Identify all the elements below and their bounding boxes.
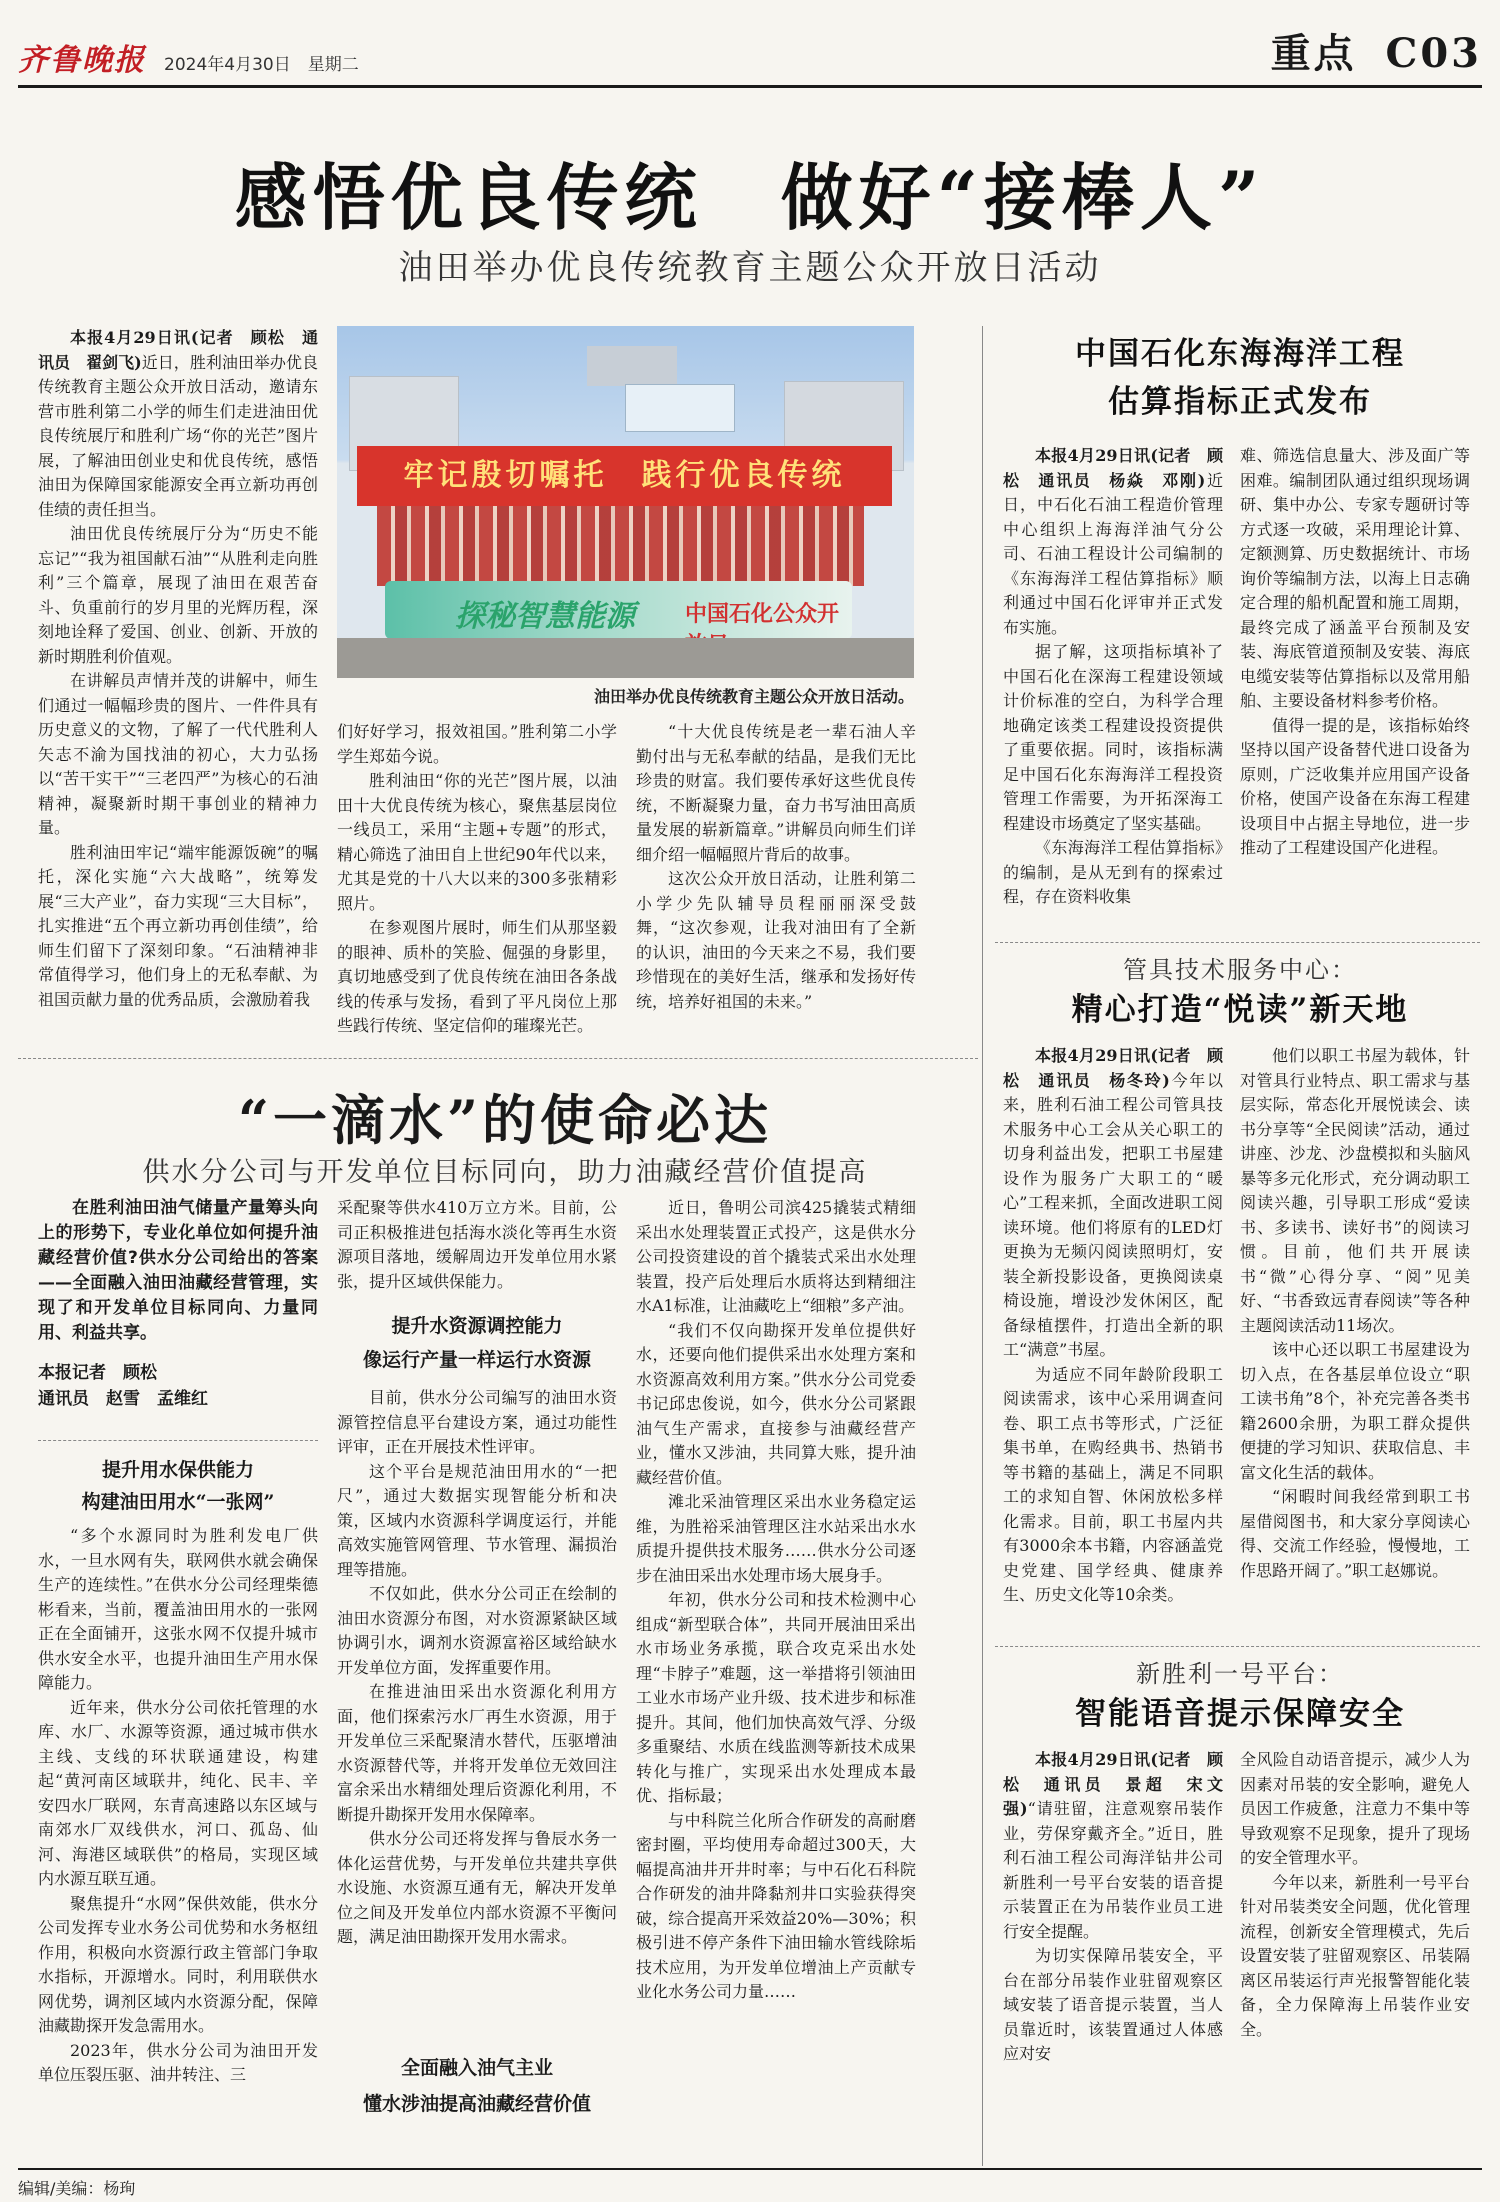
second-paragraph: 在推进油田采出水资源化利用方面，他们探索污水厂再生水资源，用于开发单位三采配聚清水替代，压驱增油水资源替代等，并将开发单位无效回注富余采出水精细处理后资源化利用，不断提升勘探开发用水保障率。 — [337, 1682, 617, 1824]
lead-paragraph: 在参观图片展时，师生们从那坚毅的眼神、质朴的笑脸、倔强的身影里，真切地感受到了优良传统在油田各条战线的传承与发扬，看到了平凡岗位上那些践行传统、坚定信仰的璀璨光芒。 — [337, 918, 617, 1035]
newspaper-logo: 齐鲁晚报 — [18, 43, 146, 78]
right2-prehead: 管具技术服务中心： — [1123, 956, 1357, 984]
lead-photo-block — [337, 326, 914, 710]
second-intro: 在胜利油田油气储量产量筹头向上的形势下，专业化单位如何提升油藏经营价值?供水分公司给出的答案——全面融入油田油藏经营管理，实现了和开发单位目标同向、力量同用、利益共享。 — [38, 1198, 318, 1343]
second-headline: “一滴水”的使命必达 — [237, 1088, 773, 1152]
right1-paragraph: 《东海海洋工程估算指标》的编制，是从无到有的探索过程，存在资料收集 — [1003, 838, 1223, 906]
second-subtitle-3b: 懂水涉油提高油藏经营价值 — [362, 2093, 591, 2115]
right1-headline-1: 中国石化东海海洋工程 — [1075, 336, 1405, 372]
right3-paragraph: 本报4月29日讯(记者 顾松 通讯员 景超 宋文强)“请驻留，注意观察吊装作业，劳保穿戴齐全。”近日，胜利石油工程公司海洋钻井公司新胜利一号平台安装的语音提示装置正在为吊装作业员工进行安全提醒。 — [1003, 1750, 1223, 1941]
right3-prehead: 新胜利一号平台： — [1136, 1660, 1344, 1688]
right2-column-1 — [1003, 1044, 1223, 1644]
right1-column-2 — [1240, 444, 1470, 952]
right1-column-1 — [1003, 444, 1223, 952]
page-number: C03 — [1385, 30, 1482, 77]
second-paragraph: 近日，鲁明公司滨425撬装式精细采出水处理装置正式投产，这是供水分公司投资建设的首个撬装式采出水处理装置，投产后处理后水质将达到精细注水A1标准，让油藏吃上“细粮”多产油。 — [636, 1198, 916, 1315]
second-paragraph: 年初，供水分公司和技术检测中心组成“新型联合体”，共同开展油田采出水市场业务承揽，联合攻克采出水处理“卡脖子”难题，这一举措将引领油田工业水市场产业升级、技术进步和标准提升。其间，他们加快高效气浮、分级多重聚结、水质在线监测等新技术成果转化与推广，实现采出水处理成本最优、指标最； — [636, 1590, 916, 1805]
lead-headline: 感悟优良传统 做好“接棒人” — [234, 155, 1266, 240]
second-subtitle-2a: 提升水资源调控能力 — [391, 1315, 563, 1337]
lead-column-1 — [38, 326, 318, 1046]
lead-paragraph: 在讲解员声情并茂的讲解中，师生们通过一幅幅珍贵的图片、一件件具有历史意义的文物，了解了一代代胜利人矢志不渝为国找油的初心，大力弘扬以“苦干实干”“三老四严”为核心的石油精神，凝聚新时期干事创业的精神力量。 — [38, 671, 318, 837]
right1-dateline: 本报4月29日讯(记者 顾松 通讯员 杨焱 邓刚) — [1003, 446, 1223, 490]
photo-green-banner — [385, 581, 852, 639]
right3-dateline: 本报4月29日讯(记者 顾松 通讯员 景超 宋文强) — [1003, 1750, 1223, 1818]
issue-date: 2024年4月30日 星期二 — [164, 55, 359, 75]
section-name: 重点 — [1270, 30, 1357, 77]
section-divider — [995, 942, 1480, 943]
second-paragraph: 与中科院兰化所合作研发的高耐磨密封圈，平均使用寿命超过300天，大幅提高油井开井时率；与中石化石科院合作研发的油井降黏剂井口实验获得突破，综合提高开采效益20%—30%；积极引进不停产条件下油田输水管线除垢技术应用，为开发单位增油上产贡献专业化水务公司力量…… — [636, 1810, 916, 2001]
second-paragraph: “我们不仅向勘探开发单位提供好水，还要向他们提供采出水处理方案和水资源高效利用方案。”供水分公司党委书记邱忠俊说，如今，供水分公司紧跟油气生产需求，直接参与油藏经营产业，懂水又涉油，共同算大账，提升油藏经营价值。 — [636, 1320, 916, 1487]
second-column-1 — [38, 1524, 318, 2164]
second-paragraph: 目前，供水分公司编写的油田水资源管控信息平台建设方案，通过功能性评审，正在开展技术性评审。 — [337, 1388, 617, 1456]
photo-caption: 油田举办优良传统教育主题公众开放日活动。 — [593, 687, 914, 706]
right1-headline-2: 估算指标正式发布 — [1108, 384, 1372, 420]
second-paragraph: “多个水源同时为胜利发电厂供水，一旦水网有失，联网供水就会确保生产的连续性。”在供水分公司经理柴德彬看来，当前，覆盖油田用水的一张网正在全面铺开，这张水网不仅提升城市供水安全水平，也提升油田生产用水保障能力。 — [38, 1526, 318, 1692]
lead-paragraph: 胜利油田牢记“端牢能源饭碗”的嘱托，深化实施“六大战略”，统筹发展“三大产业”，奋力实现“三大目标”，扎实推进“五个再立新功再创佳绩”，给师生们留下了深刻印象。“石油精神非常值得学习，他们身上的无私奉献、为祖国贡献力量的优秀品质，会激励着我 — [38, 842, 318, 1009]
section-divider — [995, 1646, 1480, 1647]
editor-credit: 编辑/美编：杨珣 — [18, 2179, 136, 2198]
second-paragraph: 采配聚等供水410万立方米。目前，公司正积极推进包括海水淡化等再生水资源项目落地，缓解周边开发单位用水紧张，提升区域供保能力。 — [337, 1198, 617, 1291]
lead-paragraph: 这次公众开放日活动，让胜利第二小学少先队辅导员程丽丽深受鼓舞，“这次参观，让我对油田有了全新的认识，油田的今天来之不易，我们要珍惜现在的美好生活，继承和发扬好传统，培养好祖国的未来。” — [636, 869, 916, 1011]
section-divider — [18, 1058, 978, 1059]
right1-paragraph: 本报4月29日讯(记者 顾松 通讯员 杨焱 邓刚)近日，中石化石油工程造价管理中心组织上海海洋油气分公司、石油工程设计公司编制的《东海海洋工程估算指标》顺利通过中国石化评审并正式发布实施。 — [1003, 446, 1223, 637]
right1-paragraph: 值得一提的是，该指标始终坚持以国产设备替代进口设备为原则，广泛收集并应用国产设备价格，使国产设备在东海工程建设项目中占据主导地位，进一步推动了工程建设国产化进程。 — [1240, 715, 1470, 857]
right2-paragraph: 他们以职工书屋为载体，针对管具行业特点、职工需求与基层实际，常态化开展悦读会、读书分享等“全民阅读”活动，通过讲座、沙龙、沙盘模拟和头脑风暴等多元化形式，充分调动职工阅读兴趣，引导职工形成“爱读书、多读书、读好书”的阅读习惯。目前，他们共开展读书“微”心得分享、“阅”见美好、“书香致远青春阅读”等各种主题阅读活动11场次。 — [1240, 1046, 1470, 1335]
right2-paragraph: “闲暇时间我经常到职工书屋借阅图书，和大家分享阅读心得、交流工作经验，慢慢地，工作思路开阔了。”职工赵娜说。 — [1240, 1487, 1470, 1580]
photo-sign — [625, 384, 735, 432]
lead-photo — [337, 326, 914, 678]
right3-paragraph: 全风险自动语音提示，减少人为因素对吊装的安全影响，避免人员因工作疲惫，注意力不集中等导致观察不足现象，提升了现场的安全管理水平。 — [1240, 1750, 1470, 1867]
photo-ground — [337, 638, 914, 678]
second-paragraph: 聚焦提升“水网”保供效能，供水分公司发挥专业水务公司优势和水务枢纽作用，积极向水资源行政主管部门争取水指标，开源增水。同时，利用联供水网优势，调剂区域内水资源分配，保障油藏勘探开发急需用水。 — [38, 1893, 318, 2035]
right2-paragraph: 本报4月29日讯(记者 顾松 通讯员 杨冬玲)今年以来，胜利石油工程公司管具技术服务中心工会从关心职工的切身利益出发，把职工书屋建设作为服务广大职工的“暖心”工程来抓，全面改进职工阅读环境。他们将原有的LED灯更换为无频闪阅读照明灯，安装全新投影设备，更换阅读桌椅设施，增设沙发休闲区，配备绿植摆件，打造出全新的职工“满意”书屋。 — [1003, 1046, 1223, 1359]
column-divider — [982, 326, 983, 2166]
second-subtitle-2b: 像运行产量一样运行水资源 — [362, 1349, 591, 1371]
second-subhead: 供水分公司与开发单位目标同向，助力油藏经营价值提高 — [142, 1157, 868, 1188]
section-tag — [1271, 22, 1482, 79]
lead-paragraph: 本报4月29日讯(记者 顾松 通讯员 翟剑飞)近日，胜利油田举办优良传统教育主题公众开放日活动，邀请东营市胜利第二小学的师生们走进油田优良传统展厅和胜利广场“你的光芒”图片展，了解油田创业史和优良传统，感悟油田为保障国家能源安全再立新功再创佳绩的责任担当。 — [38, 328, 318, 519]
right3-headline: 智能语音提示保障安全 — [1075, 1696, 1405, 1732]
second-column-3 — [636, 1196, 916, 2162]
right1-paragraph: 难、筛选信息量大、涉及面广等困难。编制团队通过组织现场调研、集中办公、专家专题研讨等方式逐一攻破，采用理论计算、定额测算、历史数据统计、市场询价等编制方法，以海上日志确定合理的船机配置和施工周期，最终完成了涵盖平台预制及安装、海底管道预制及安装、海底电缆安装等估算指标以及常用船舶、主要设备材料参考价格。 — [1240, 446, 1470, 710]
right3-column-2 — [1240, 1748, 1470, 2160]
lead-column-2 — [337, 720, 617, 1050]
lead-paragraph: “十大优良传统是老一辈石油人辛勤付出与无私奉献的结晶，是我们无比珍贵的财富。我们要传承好这些优良传统，不断凝聚力量，奋力书写油田高质量发展的崭新篇章。”讲解员向师生们详细介绍一幅幅照片背后的故事。 — [636, 722, 916, 864]
brand-block — [18, 35, 359, 79]
right2-headline: 精心打造“悦读”新天地 — [1071, 992, 1409, 1028]
photo-red-banner: 牢记殷切嘱托 践行优良传统 — [357, 446, 892, 506]
right2-paragraph: 该中心还以职工书屋建设为切入点，在各基层单位设立“职工读书角”8个，补充完善各类书籍2600余册，为职工群众提供便捷的学习知识、获取信息、丰富文化生活的载体。 — [1240, 1340, 1470, 1482]
photo-building — [587, 346, 677, 386]
right3-column-1 — [1003, 1748, 1223, 2160]
byline-reporter: 本报记者 顾松 — [38, 1363, 157, 1383]
lead-dateline: 本报4月29日讯(记者 顾松 通讯员 翟剑飞) — [38, 328, 318, 372]
photo-banner-text: 探秘智慧能源 — [455, 599, 635, 634]
second-paragraph: 供水分公司还将发挥与鲁辰水务一体化运营优势，与开发单位共建共享供水设施、水资源互通有无，解决开发单位之间及开发单位内部水资源不平衡问题，满足油田勘探开发用水需求。 — [337, 1829, 617, 1946]
section-divider — [38, 1440, 318, 1441]
second-byline — [38, 1360, 318, 1412]
second-subtitle-1b: 构建油田用水“一张网” — [81, 1491, 275, 1513]
byline-correspondent: 通讯员 赵雪 孟维红 — [38, 1389, 208, 1409]
lead-paragraph: 们好好学习，报效祖国。”胜利第二小学学生郑茹今说。 — [337, 722, 617, 766]
second-column-2b — [337, 1386, 617, 2046]
right1-paragraph: 据了解，这项指标填补了中国石化在深海工程建设领域计价标准的空白，为科学合理地确定该类工程建设投资提供了重要依据。同时，该指标满足中国石化东海海洋工程投资管理工作需要，为开拓深海工程建设市场奠定了坚实基础。 — [1003, 642, 1223, 833]
page-footer — [18, 2168, 1482, 2199]
lead-subhead: 油田举办优良传统教育主题公众开放日活动 — [398, 248, 1102, 288]
photo-crowd — [377, 506, 864, 586]
second-paragraph: 不仅如此，供水分公司正在绘制的油田水资源分布图，对水资源紧缺区域协调引水，调剂水资源富裕区域给缺水开发单位方面，发挥重要作用。 — [337, 1584, 617, 1677]
photo-banner-text: 中国石化公众开 — [685, 602, 840, 627]
masthead — [18, 32, 1482, 88]
second-paragraph: 滩北采油管理区采出水业务稳定运维，为胜裕采油管理区注水站采出水水质提升提供技术服务……供水分公司逐步在油田采出水处理市场大展身手。 — [636, 1492, 916, 1585]
right2-dateline: 本报4月29日讯(记者 顾松 通讯员 杨冬玲) — [1003, 1046, 1223, 1090]
second-paragraph: 近年来，供水分公司依托管理的水库、水厂、水源等资源，通过城市供水主线、支线的环状联通建设，构建起“黄河南区域联井，纯化、民丰、辛安四水厂联网，东青高速路以东区域与南郊水厂双线供水，河口、孤岛、仙河、海港区域联供”的格局，实现区域内水源互联互通。 — [38, 1697, 318, 1888]
second-paragraph: 2023年，供水分公司为油田开发单位压裂压驱、油井转注、三 — [38, 2040, 318, 2084]
second-subtitle-1a: 提升用水保供能力 — [101, 1459, 254, 1481]
lead-paragraph: 油田优良传统展厅分为“历史不能忘记”“我为祖国献石油”“从胜利走向胜利”三个篇章，展现了油田在艰苦奋斗、负重前行的岁月里的光辉历程，深刻地诠释了爱国、创业、创新、开放的新时期胜利价值观。 — [38, 524, 318, 666]
lead-paragraph: 胜利油田“你的光芒”图片展，以油田十大优良传统为核心，聚焦基层岗位一线员工，采用“主题+专题”的形式，精心筛选了油田自上世纪90年代以来，尤其是党的十八大以来的300多张精彩照片。 — [337, 771, 617, 913]
second-subtitle-3a: 全面融入油气主业 — [400, 2057, 553, 2079]
lead-column-3 — [636, 720, 916, 1050]
right2-paragraph: 为适应不同年龄阶段职工阅读需求，该中心采用调查问卷、职工点书等形式，广泛征集书单，在购经典书、热销书等书籍的基础上，满足不同职工的求知自智、休闲放松多样化需求。目前，职工书屋内共有3000余本书籍，内容涵盖党史党建、国学经典、健康养生、历史文化等10余类。 — [1003, 1364, 1223, 1604]
right3-paragraph: 今年以来，新胜利一号平台针对吊装类安全问题，优化管理流程，创新安全管理模式，先后设置安装了驻留观察区、吊装隔离区吊装运行声光报警智能化装备，全力保障海上吊装作业安全。 — [1240, 1872, 1470, 2039]
second-paragraph: 这个平台是规范油田用水的“一把尺”，通过大数据实现智能分析和决策，区域内水资源科学调度运行，并能高效实施管网管理、节水管理、漏损治理等措施。 — [337, 1461, 617, 1579]
right2-column-2 — [1240, 1044, 1470, 1644]
right3-paragraph: 为切实保障吊装安全，平台在部分吊装作业驻留观察区域安装了语音提示装置，当人员靠近时，该装置通过人体感应对安 — [1003, 1946, 1223, 2063]
second-column-2 — [337, 1196, 617, 1296]
